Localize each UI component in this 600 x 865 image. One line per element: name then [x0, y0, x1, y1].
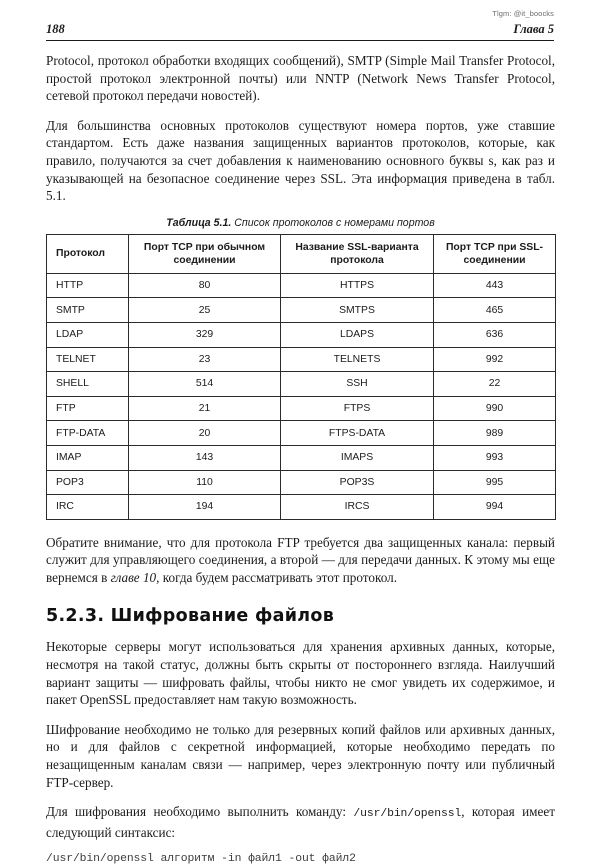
- table-row: [47, 347, 556, 372]
- table-caption-text: Список протоколов с номерами портов: [234, 216, 435, 229]
- cell-ssl-name: IRCS: [281, 495, 434, 520]
- table-body: [47, 273, 556, 519]
- cell-protocol: LDAP: [47, 322, 129, 347]
- protocol-ports-table: [46, 234, 556, 520]
- cell-ssl-name: POP3S: [281, 470, 434, 495]
- ftp-note-part1: Обратите внимание, что для протокола FTP требуется два защищенных канала: первый служит для управляющего соединения, а второй — для передачи данных. К этому мы еще вернемся в: [46, 534, 555, 585]
- table-caption: [46, 217, 555, 229]
- table-row: [47, 445, 556, 470]
- cell-plain-port: 20: [129, 421, 281, 446]
- column-header-ssl-name: Название SSL-варианта протокола: [281, 234, 434, 273]
- cell-protocol: TELNET: [47, 347, 129, 372]
- cell-ssl-port: 636: [434, 322, 556, 347]
- openssl-command-part1: Для шифрования необходимо выполнить команду:: [46, 804, 354, 820]
- code-block-openssl-syntax: /usr/bin/openssl алгоритм -in файл1 -out файл2: [46, 853, 356, 865]
- header-rule: [46, 40, 554, 41]
- openssl-path: /usr/bin/openssl: [353, 808, 462, 821]
- ftp-note-part2: , когда будем рассматривать этот протокол.: [156, 569, 398, 585]
- table-row: [47, 495, 556, 520]
- cell-plain-port: 514: [129, 372, 281, 397]
- running-head: [46, 22, 554, 42]
- cell-ssl-name: SSH: [281, 372, 434, 397]
- cell-ssl-name: IMAPS: [281, 445, 434, 470]
- paragraph-openssl-command: [46, 803, 555, 841]
- paragraph-why-encrypt: Шифрование необходимо не только для резервных копий файлов или архивных данных, но и для файлов с секретной информацией, которые необходимо передать по незащищенным каналам связи — например, через электронную почту или публичный FTP-сервер.: [46, 721, 555, 790]
- cell-plain-port: 143: [129, 445, 281, 470]
- cell-protocol: SHELL: [47, 372, 129, 397]
- cell-ssl-port: 992: [434, 347, 556, 372]
- cell-ssl-port: 993: [434, 445, 556, 470]
- openssl-command-part2: , которая имеет следующий синтаксис:: [46, 804, 555, 840]
- cell-ssl-name: LDAPS: [281, 322, 434, 347]
- table-row: [47, 421, 556, 446]
- table-row: [47, 298, 556, 323]
- cell-plain-port: 21: [129, 396, 281, 421]
- cell-plain-port: 194: [129, 495, 281, 520]
- chapter-label: Глава 5: [513, 22, 554, 36]
- cell-ssl-name: HTTPS: [281, 273, 434, 298]
- page-content: [46, 52, 555, 865]
- ftp-note-chapter-ref: главе 10: [110, 569, 157, 585]
- cell-ssl-port: 990: [434, 396, 556, 421]
- cell-ssl-port: 22: [434, 372, 556, 397]
- cell-protocol: FTP: [47, 396, 129, 421]
- table-row: [47, 470, 556, 495]
- table-row: [47, 372, 556, 397]
- table-row: [47, 273, 556, 298]
- cell-protocol: HTTP: [47, 273, 129, 298]
- cell-ssl-name: SMTPS: [281, 298, 434, 323]
- cell-ssl-port: 989: [434, 421, 556, 446]
- cell-protocol: FTP-DATA: [47, 421, 129, 446]
- cell-protocol: POP3: [47, 470, 129, 495]
- column-header-ssl-port: Порт TCP при SSL-соединении: [434, 234, 556, 273]
- cell-plain-port: 110: [129, 470, 281, 495]
- table-head: [47, 234, 556, 273]
- cell-ssl-name: FTPS-DATA: [281, 421, 434, 446]
- column-header-plain-port: Порт TCP при обычном соединении: [129, 234, 281, 273]
- cell-plain-port: 80: [129, 273, 281, 298]
- table-row: [47, 322, 556, 347]
- cell-ssl-port: 465: [434, 298, 556, 323]
- paragraph-archive-encryption: Некоторые серверы могут использоваться для хранения архивных данных, которые, несмотря на такой статус, должны быть скрыты от постороннего взгляда. Наилучший вариант защиты — шифровать файлы, чтобы никто не смог увидеть их содержимое, и пакет OpenSSL предоставляет нам такую возможность.: [46, 639, 555, 708]
- column-header-protocol: Протокол: [47, 234, 129, 273]
- table-row: [47, 396, 556, 421]
- cell-protocol: IMAP: [47, 445, 129, 470]
- cell-ssl-port: 994: [434, 495, 556, 520]
- table-header-row: [47, 234, 556, 273]
- cell-protocol: IRC: [47, 495, 129, 520]
- paragraph-ftp-note: [46, 534, 555, 587]
- cell-ssl-port: 995: [434, 470, 556, 495]
- watermark-text: Tlgm: @it_boocks: [492, 9, 554, 18]
- cell-plain-port: 25: [129, 298, 281, 323]
- cell-ssl-name: TELNETS: [281, 347, 434, 372]
- cell-ssl-name: FTPS: [281, 396, 434, 421]
- section-heading: 5.2.3. Шифрование файлов: [46, 606, 335, 627]
- page-number: 188: [46, 22, 65, 36]
- cell-plain-port: 23: [129, 347, 281, 372]
- paragraph-protocols-intro: Protocol, протокол обработки входящих сообщений), SMTP (Simple Mail Transfer Protocol, простой протокол электронной почты) или NNTP (Network News Transfer Protocol, сетевой протокол передачи новостей).: [46, 53, 555, 104]
- cell-ssl-port: 443: [434, 273, 556, 298]
- cell-protocol: SMTP: [47, 298, 129, 323]
- paragraph-standard-ports: Для большинства основных протоколов существуют номера портов, уже ставшие стандартом. Есть даже названия защищенных вариантов протоколов, которые, как правило, получаются за счет добавления к наименованию основного буквы s, как раз и указывающей на безопасное соединение через SSL. Эта информация приведена в табл. 5.1.: [46, 117, 555, 204]
- cell-plain-port: 329: [129, 322, 281, 347]
- table-caption-label: Таблица 5.1.: [166, 216, 232, 229]
